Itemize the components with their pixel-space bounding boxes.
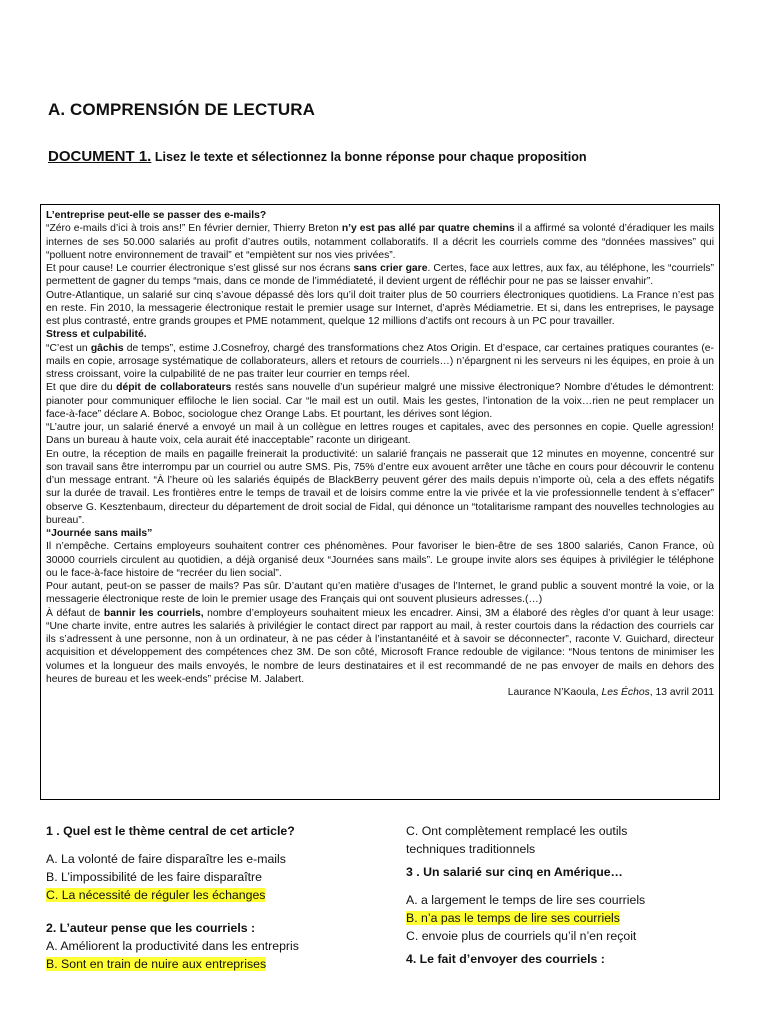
q2-option-a[interactable]: A. Améliorent la productivité dans les entrepris	[46, 939, 299, 953]
q2-option-b[interactable]	[46, 955, 376, 973]
q3-option-b-highlight: B. n’a pas le temps de lire ses courriels	[406, 911, 620, 925]
question-1: 1 . Quel est le thème central de cet article?	[46, 824, 295, 838]
article-paragraph-10: À défaut de bannir les courriels, nombre d’employeurs souhaitent mieux les encadrer. Ainsi, 3M a élaboré des règles d’or quant à leur usage: “Une charte invite, entre autres les salariés à privilégier le contact direct par rapport au mail, à rester courtois dans la rédaction des courriels car ils s’adressent à une personne, non à un ordinateur, à ne pas céder à l’instantanéité et à savoir se déconnecter”, raconte V. Guichard, directeur acquisition et développement des compétences chez 3M. De son côté, Microsoft France redouble de vigilance: “Nous tentons de minimiser les volumes et la longueur des mails envoyés, le nombre de leurs destinataires et il est recommandé de ne pas envoyer de mails en dehors des heures de bureau et les week-ends” précise M. Jalabert.	[46, 607, 714, 685]
q1-option-a[interactable]: A. La volonté de faire disparaître les e-mails	[46, 852, 286, 866]
q2-option-b-highlight: B. Sont en train de nuire aux entreprises	[46, 957, 267, 971]
document-label: DOCUMENT 1.	[48, 148, 152, 165]
question-4: 4. Le fait d’envoyer des courriels :	[406, 952, 605, 966]
article-paragraph-4: “C’est un gâchis de temps”, estime J.Cosnefroy, chargé des transformations chez Atos Origin. Et d’espace, car certaines pratiques courantes (e-mails en copie, arrosage systématique de collaborateurs, allers et retours de courriels…) n’épargnent ni les serveurs ni les équipes, en proie à un stress croissant, voire la culpabilité de ne pas traiter leur courrier en temps réel.	[46, 342, 714, 380]
question-3: 3 . Un salarié sur cinq en Amérique…	[406, 865, 623, 879]
article-box	[40, 204, 720, 800]
article-paragraph-2: Et pour cause! Le courrier électronique s’est glissé sur nos écrans sans crier gare. Certes, face aux lettres, aux fax, au téléphone, les “courriels” permettent de gagner du temps “mais, dans ce monde de l’immédiateté, il devient urgent de réfléchir pour ne pas se laisser envahir”.	[46, 263, 714, 288]
q1-option-c[interactable]	[46, 886, 376, 904]
q1-option-c-highlight: C. La nécessité de réguler les échanges	[46, 888, 266, 902]
article-paragraph-7: En outre, la réception de mails en pagaille freinerait la productivité: un salarié français ne passerait que 12 minutes en moyenne, concentré sur son travail sans être interrompu par un courriel ou autre SMS. Pis, 75% d’entre eux avouent arrêter une tâche en cours pour découvrir le contenu d’un message entrant. “À l’heure où les salariés équipés de BlackBerry peuvent gérer des mails depuis n’importe où, cela a des effets négatifs sur la durée de travail. Les frontières entre le temps de travail et de loisirs comme entre la vie privée et la vie professionnelle tendent à s’effacer” observe G. Kesztenbaum, directeur du département de droit social de Fidal, qui dénonce un “totalitarisme rampant des nouvelles technologies au bureau”.	[46, 448, 714, 526]
questions-right-column	[406, 822, 736, 968]
article-paragraph-9: Pour autant, peut-on se passer de mails? Pas sûr. D’autant qu’en matière d’usages de l’Internet, le grand public a souvent montré la voie, or la messagerie électronique reste de loin le premier usage des Français qui ont souvent plusieurs adresses.(…)	[46, 581, 714, 606]
questions-left-column	[46, 822, 376, 973]
article-signature: Laurance N’Kaoula, Les Échos, 13 avril 2011	[507, 687, 714, 698]
q1-option-b[interactable]: B. L’impossibilité de les faire disparaître	[46, 870, 262, 884]
article-title: L’entreprise peut-elle se passer des e-mails?	[46, 210, 267, 221]
section-title: A. COMPRENSIÓN DE LECTURA	[48, 100, 315, 119]
article-paragraph-8: Il n’empêche. Certains employeurs souhaitent contrer ces phénomènes. Pour favoriser le bien-être de ses 1800 salariés, Canon France, où 30000 courriels circulent au quotidien, a déjà organisé deux “Journées sans mails”. Le groupe invite alors ses équipes à privilégier le téléphone ou le face-à-face histoire de “recréer du lien social”.	[46, 541, 714, 579]
question-2: 2. L’auteur pense que les courriels :	[46, 921, 256, 935]
q3-option-c[interactable]: C. envoie plus de courriels qu’il n’en reçoit	[406, 929, 637, 943]
document-heading	[48, 148, 587, 165]
article-paragraph-1: “Zéro e-mails d’ici à trois ans!” En février dernier, Thierry Breton n’y est pas allé par quatre chemins il a affirmé sa volonté d’éradiquer les mails internes de ses 50.000 salariés au profit d’autres outils, notamment collaboratifs. Il a décrit les courriels comme des “données massives” qui “polluent notre environnement de travail” et “empiètent sur nos vies privées”.	[46, 223, 714, 261]
q3-option-b[interactable]	[406, 909, 736, 927]
q2-option-c-continued[interactable]: techniques traditionnels	[406, 842, 536, 856]
article-subheading-stress: Stress et culpabilité.	[46, 329, 147, 341]
article-subheading-journee: “Journée sans mails”	[46, 528, 153, 539]
article-paragraph-6: “L’autre jour, un salarié énervé a envoyé un mail à un collègue en lettres rouges et capitales, avec des personnes en copie. Quelle agression! Dans un bureau à haute voix, cela aurait été inacceptable” raconte un dirigeant.	[46, 422, 714, 447]
q3-option-a[interactable]: A. a largement le temps de lire ses courriels	[406, 893, 646, 907]
q2-option-c[interactable]: C. Ont complètement remplacé les outils	[406, 824, 628, 838]
article-paragraph-3: Outre-Atlantique, un salarié sur cinq s’avoue dépassé dès lors qu’il doit traiter plus de 50 courriers électroniques quotidiens. La France n’est pas en reste. Fin 2010, la messagerie électronique restait le premier usage sur Internet, d’après Médiametrie. Et si, dans les entreprises, le paysage est plus contrasté, entre grands groupes et PME notamment, quelque 12 millions d’actifs ont recours à un PC pour travailler.	[46, 289, 714, 327]
article-paragraph-5: Et que dire du dépit de collaborateurs restés sans nouvelle d’un supérieur malgré une missive électronique? Nombre d’études le démontrent: pianoter pour communiquer effiloche le lien social. Car “le mail est un outil. Mais les gestes, l’intonation de la voix…rien ne peut remplacer un face-à-face” déclare A. Boboc, sociologue chez Orange Labs. Et pourtant, les dérives sont légion.	[46, 382, 714, 420]
document-instruction: Lisez le texte et sélectionnez la bonne réponse pour chaque proposition	[151, 150, 587, 164]
